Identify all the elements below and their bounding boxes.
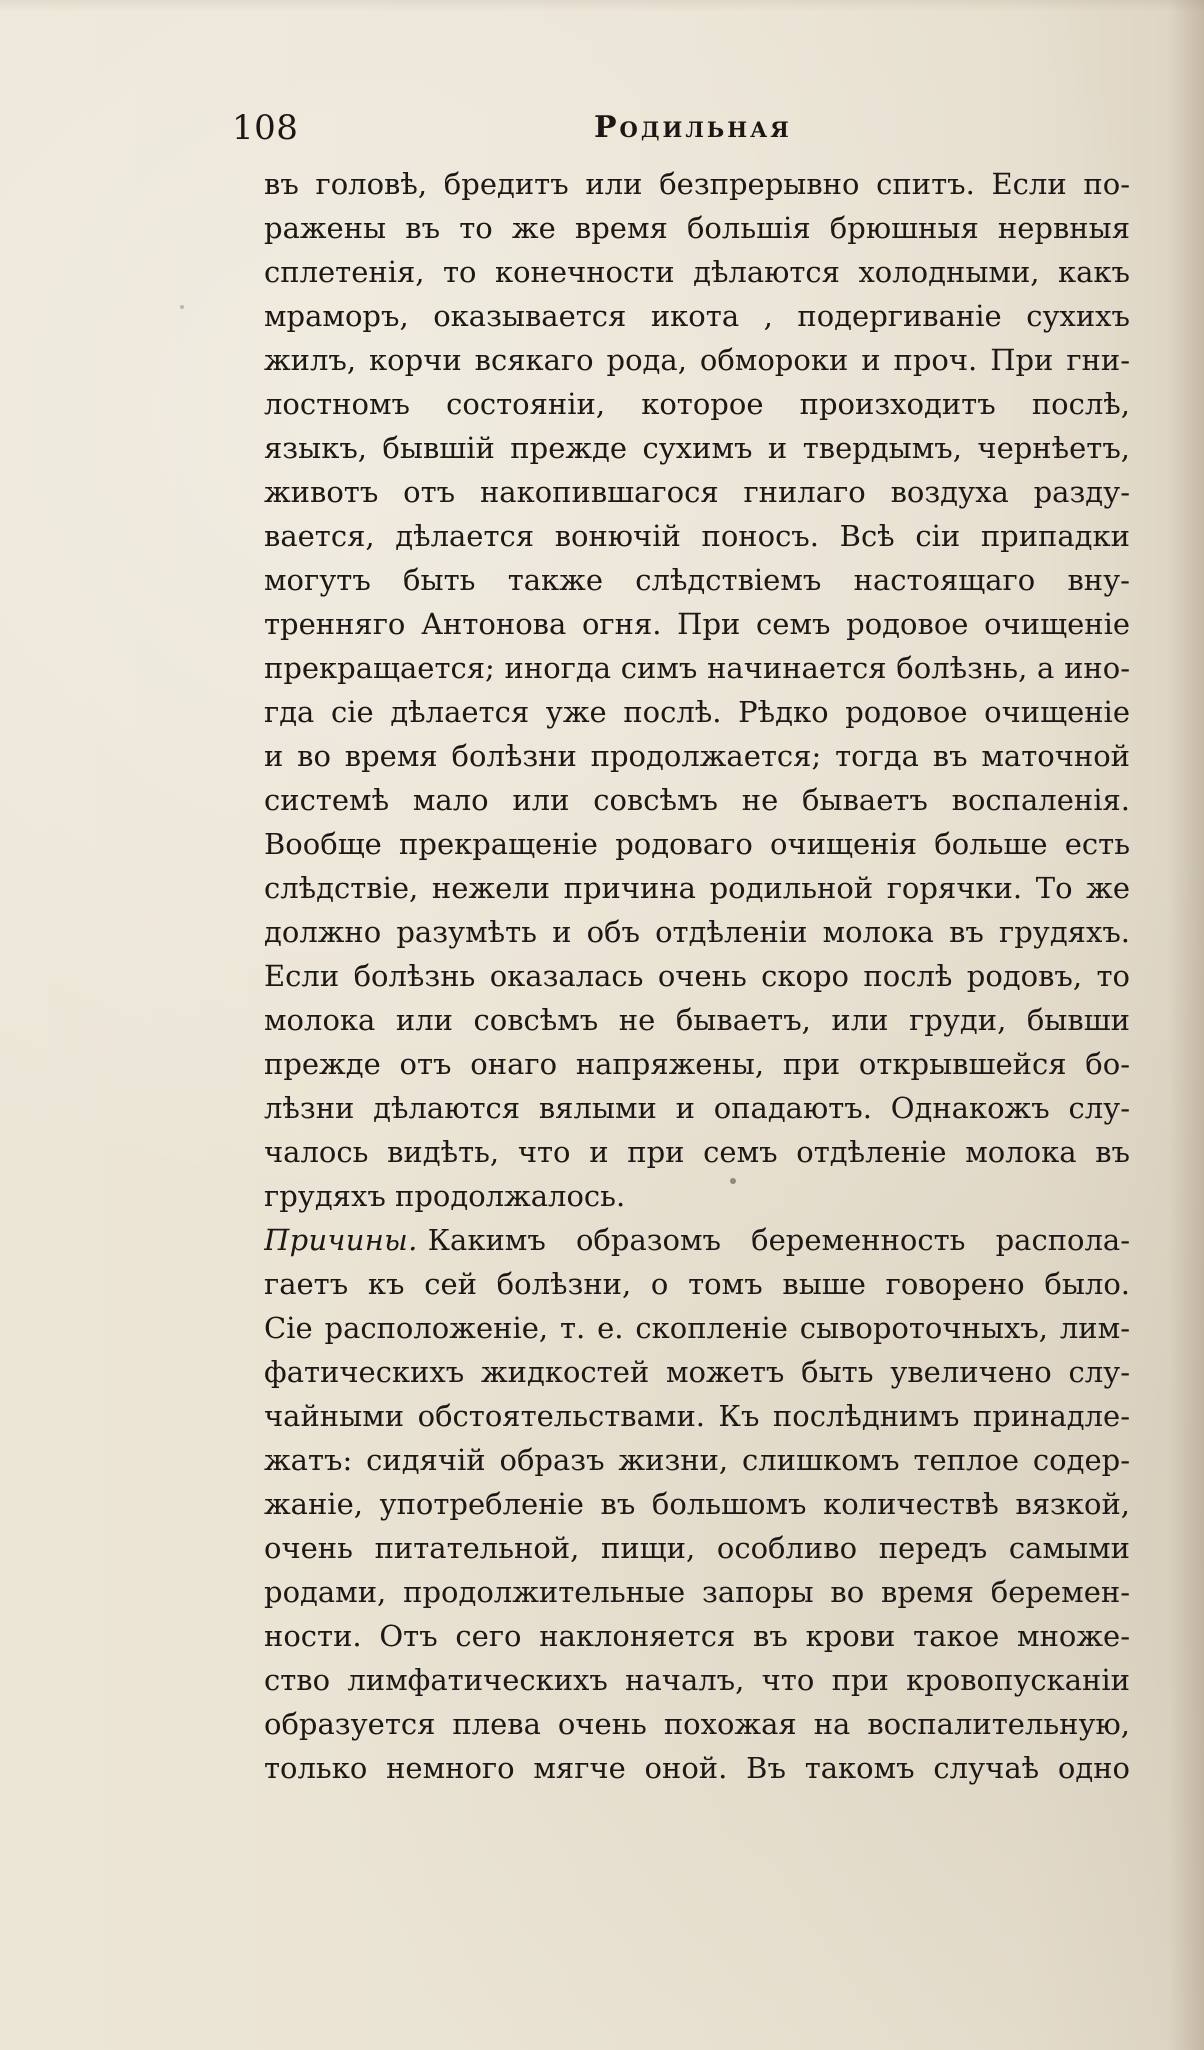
paragraph2-lead: Причины. — [264, 1223, 418, 1257]
paragraph1-line-19: Если болѣзнь оказалась очень скоро послѣ родовъ, то — [264, 959, 1130, 993]
paragraph1-line-4: мраморъ, оказывается икота , подергиваніе сухихъ — [264, 299, 1130, 333]
paragraph2-line-9: родами, продолжительные запоры во время беремен- — [264, 1575, 1130, 1609]
paragraph1-line-18: должно разумѣть и объ отдѣленіи молока въ грудяхъ. — [264, 915, 1130, 949]
paragraph2-line-7: жаніе, употребленіе въ большомъ количествѣ вязкой, — [264, 1487, 1130, 1521]
paragraph1-line-7: языкъ, бывшій прежде сухимъ и твердымъ, чернѣетъ, — [264, 431, 1130, 465]
paragraph1-line-10: могутъ быть также слѣдствіемъ настоящаго вну- — [264, 563, 1130, 597]
paragraph1-line-15: системѣ мало или совсѣмъ не бываетъ воспаленія. — [264, 783, 1130, 817]
paragraph2-line-4: фатическихъ жидкостей можетъ быть увеличено слу- — [264, 1355, 1130, 1389]
paragraph1-line-5: жилъ, корчи всякаго рода, обмороки и проч. При гни- — [264, 343, 1130, 377]
page-edge-shadow — [1168, 0, 1204, 2050]
paragraph2-line-8: очень питательной, пищи, особливо передъ самыми — [264, 1531, 1130, 1565]
paragraph1-line-22: лѣзни дѣлаются вялыми и опадаютъ. Однакожъ слу- — [264, 1091, 1130, 1125]
paragraph2-line-3: Сіе расположеніе, т. е. скопленіе сывороточныхъ, лим- — [264, 1311, 1130, 1345]
paragraph1-line-16: Вообще прекращеніе родоваго очищенія больше есть — [264, 827, 1130, 861]
paragraph2-first-line-rest: Какимъ образомъ беременность распола- — [427, 1223, 1130, 1257]
body-text — [264, 162, 1130, 1790]
page-header — [232, 104, 1132, 152]
paragraph2-line-5: чайными обстоятельствами. Къ послѣднимъ принадле- — [264, 1399, 1130, 1433]
paragraph1-line-3: сплетенія, то конечности дѣлаются холодными, какъ — [264, 255, 1130, 289]
paragraph2-line-1 — [264, 1218, 1130, 1262]
ink-speck — [730, 1178, 736, 1184]
page-number: 108 — [232, 108, 299, 148]
paragraph1-line-2: ражены въ то же время большія брюшныя нервныя — [264, 211, 1130, 245]
paragraph1-line-24: грудяхъ продолжалось. — [264, 1179, 626, 1213]
ink-speck-small — [180, 305, 184, 309]
paragraph1-line-1: въ головѣ, бредитъ или безпрерывно спитъ. Если по- — [264, 167, 1130, 201]
paragraph2-line-12: образуется плева очень похожая на воспалительную, — [264, 1707, 1130, 1741]
paragraph1-line-13: гда сіе дѣлается уже послѣ. Рѣдко родовое очищеніе — [264, 695, 1130, 729]
paragraph2-line-6: жатъ: сидячій образъ жизни, слишкомъ теплое содер- — [264, 1443, 1130, 1477]
paragraph1-line-9: вается, дѣлается вонючій поносъ. Всѣ сіи припадки — [264, 519, 1130, 553]
running-head: Родильная — [594, 110, 792, 145]
paragraph2-line-11: ство лимфатическихъ началъ, что при кровопусканіи — [264, 1663, 1130, 1697]
paragraph2-line-2: гаетъ къ сей болѣзни, о томъ выше говорено было. — [264, 1267, 1130, 1301]
paragraph1-line-12: прекращается; иногда симъ начинается болѣзнь, а ино- — [264, 651, 1130, 685]
paragraph1-line-21: прежде отъ онаго напряжены, при открывшейся бо- — [264, 1047, 1130, 1081]
paragraph1-line-11: тренняго Антонова огня. При семъ родовое очищеніе — [264, 607, 1130, 641]
paragraph1-line-14: и во время болѣзни продолжается; тогда въ маточной — [264, 739, 1130, 773]
paragraph1-line-6: лостномъ состояніи, которое произходитъ послѣ, — [264, 387, 1130, 421]
paragraph1-line-8: животъ отъ накопившагося гнилаго воздуха разду- — [264, 475, 1130, 509]
paragraph2-line-10: ности. Отъ сего наклоняется въ крови такое множе- — [264, 1619, 1130, 1653]
paragraph1-line-23: чалось видѣть, что и при семъ отдѣленіе молока въ — [264, 1135, 1130, 1169]
paragraph2-line-13: только немного мягче оной. Въ такомъ случаѣ одно — [264, 1751, 1130, 1785]
paragraph1-line-20: молока или совсѣмъ не бываетъ, или груди, бывши — [264, 1003, 1130, 1037]
paragraph1-line-17: слѣдствіе, нежели причина родильной горячки. То же — [264, 871, 1130, 905]
page-shadow — [0, 0, 1204, 12]
